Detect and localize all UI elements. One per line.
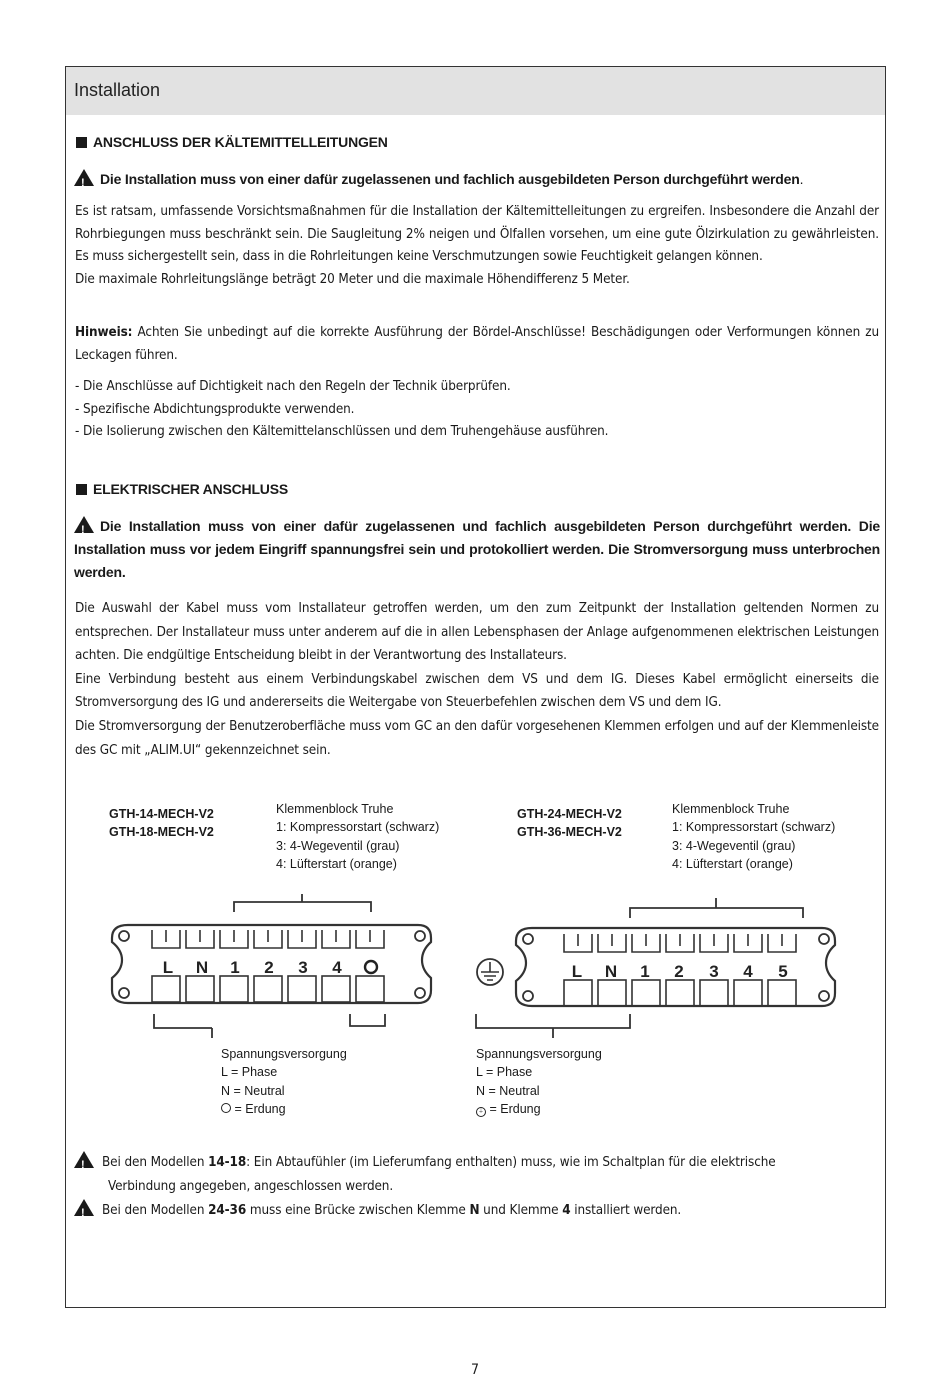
mount-hole-icon [523, 991, 533, 1001]
model-name: GTH-36-MECH-V2 [517, 825, 622, 839]
terminal-label: 3 [298, 958, 308, 977]
section-header [66, 67, 885, 115]
mount-hole-icon [119, 931, 129, 941]
model-name: GTH-18-MECH-V2 [109, 825, 214, 839]
terminal-label: L [162, 958, 174, 977]
terminal-label: N [195, 958, 209, 977]
warning-icon [74, 1151, 94, 1168]
right-supply-label [476, 1045, 602, 1118]
terminal-label: 3 [709, 962, 719, 981]
left-terminal-block [100, 890, 445, 1050]
earth-line: = Erdung [221, 1100, 347, 1118]
terminal-label: 4 [743, 962, 753, 981]
block-brace [234, 894, 371, 912]
earth-circle-icon [221, 1103, 231, 1113]
terminal-label: N [604, 962, 618, 981]
warning-icon [74, 516, 94, 533]
mount-hole-icon [415, 988, 425, 998]
refrigerant-para2: Die maximale Rohrleitungslänge beträgt 20 Meter und die maximale Höhendifferenz 5 Meter. [75, 271, 630, 287]
section-title: Installation [74, 80, 161, 100]
supply-line: L = Phase [476, 1065, 533, 1080]
model-name: GTH-14-MECH-V2 [109, 807, 214, 821]
block-label-line: Klemmenblock Truhe [672, 802, 790, 816]
terminal-label: 4 [332, 958, 342, 977]
right-terminal-block [470, 890, 850, 1050]
electrical-para3: Die Stromversorgung der Benutzeroberfläche muss vom GC an den dafür vorgesehenen Klemmen erfolgen und auf der Klemmenleiste des GC mit „ALIM.UI“ gekennzeichnet sein. [75, 718, 879, 758]
terminal-label: 2 [264, 958, 274, 977]
warning-icon [74, 1199, 94, 1216]
supply-line: Spannungsversorgung [476, 1047, 602, 1061]
refrigerant-warning: !Die Installation muss von einer dafür zugelassenen und fachlich ausgebildeten Person durchgeführt werden. [74, 168, 880, 191]
terminal-label: L [571, 962, 583, 981]
supply-brace [476, 1014, 630, 1028]
refrigerant-note [75, 322, 879, 367]
electrical-paragraph [75, 597, 879, 762]
page-number: 7 [470, 1362, 479, 1378]
model-note-2: !Bei den Modellen 24-36 muss eine Brücke zwischen Klemme N und Klemme 4 installiert werden. [74, 1199, 874, 1223]
list-item: - Die Isolierung zwischen den Kältemittelanschlüssen und dem Truhengehäuse ausführen. [75, 424, 609, 439]
left-supply-label [221, 1045, 347, 1118]
block-label-line: Klemmenblock Truhe [276, 802, 394, 816]
electrical-warning: !Die Installation muss von einer dafür zugelassenen und fachlich ausgebildeten Person durchgeführt werden. Die Installation muss vor jedem Eingriff spannungsfrei sein und protokolliert werden. Die Stromversorgung muss unterbrochen werden. [74, 515, 880, 584]
refrigerant-heading: ANSCHLUSS DER KÄLTEMITTELLEITUNGEN [76, 134, 388, 150]
earth-symbol-icon: ⏚ [477, 1108, 484, 1115]
mount-hole-icon [819, 991, 829, 1001]
note-line: Verbindung angegeben, angeschlossen werden. [108, 1178, 394, 1194]
left-model-list [109, 805, 214, 841]
block-label-line: 1: Kompressorstart (schwarz) [672, 820, 836, 835]
terminal-label: 2 [674, 962, 684, 981]
note-text: Achten Sie unbedingt auf die korrekte Ausführung der Bördel-Anschlüsse! Beschädigungen oder Verformungen können zu Leckagen führen. [75, 325, 879, 363]
mount-hole-icon [819, 934, 829, 944]
block-label-line: 1: Kompressorstart (schwarz) [276, 820, 440, 835]
refrigerant-list [75, 376, 879, 444]
earth-icon [365, 961, 377, 973]
earth-line: ⏚ = Erdung [477, 1101, 541, 1116]
block-label-line: 3: 4-Wegeventil (grau) [276, 838, 400, 853]
block-label-line: 4: Lüfterstart (orange) [276, 856, 397, 871]
mount-hole-icon [119, 988, 129, 998]
refrigerant-para1: Es ist ratsam, umfassende Vorsichtsmaßnahmen für die Installation der Kältemittelleitungen zu ergreifen. Insbesondere die Anzahl der Rohrbiegungen muss beschränkt sein. Die Saugleitung 2% neigen und Ölfallen vorsehen, um eine gute Ölzirkulation zu gewährleisten. Es muss sichergestellt sein, dass in die Rohrleitungen keine Verschmutzungen sowie Feuchtigkeit gelangen können. [75, 204, 879, 264]
electrical-para1: Die Auswahl der Kabel muss vom Installateur getroffen werden, um den zum Zeitpunkt der Installation geltenden Normen zu entsprechen. Der Installateur muss unter anderem auf die in allen Lebensphasen der Anlage aufgenommenen elektrischen Leistungen achten. Die endgültige Entscheidung bleibt in der Verantwortung des Installateurs. [75, 601, 879, 664]
block-label-line: 4: Lüfterstart (orange) [672, 856, 793, 871]
terminal-label: 1 [230, 958, 240, 977]
mount-hole-icon [523, 934, 533, 944]
content-frame [65, 66, 886, 1308]
model-note-1: !Bei den Modellen 14-18: Ein Abtaufühler (im Lieferumfang enthalten) muss, wie im Schaltplan für die elektrische Verbindung angegeben, angeschlossen werden. [74, 1151, 874, 1198]
warning-icon [74, 169, 94, 186]
square-bullet-icon [76, 484, 87, 495]
supply-line: N = Neutral [221, 1083, 285, 1098]
model-name: GTH-24-MECH-V2 [517, 807, 622, 821]
supply-line: N = Neutral [476, 1083, 540, 1098]
terminal-label: 5 [778, 962, 788, 981]
right-model-list [517, 805, 622, 841]
supply-brace [154, 1014, 212, 1028]
electrical-heading: ELEKTRISCHER ANSCHLUSS [76, 481, 288, 497]
list-item: - Spezifische Abdichtungsprodukte verwenden. [75, 401, 355, 417]
note-label: Hinweis: [75, 325, 133, 340]
block-label-line: 3: 4-Wegeventil (grau) [672, 838, 796, 853]
refrigerant-paragraph [75, 201, 879, 291]
block-brace [630, 898, 803, 918]
terminal-label: 1 [640, 962, 650, 981]
earth-brace [350, 1014, 385, 1026]
supply-line: L = Phase [221, 1065, 278, 1080]
left-block-label [276, 800, 439, 873]
list-item: - Die Anschlüsse auf Dichtigkeit nach den Regeln der Technik überprüfen. [75, 379, 511, 394]
mount-hole-icon [415, 931, 425, 941]
right-block-label [672, 800, 835, 873]
square-bullet-icon [76, 137, 87, 148]
electrical-para2: Eine Verbindung besteht aus einem Verbindungskabel zwischen dem VS und dem IG. Dieses Kabel ermöglicht einerseits die Stromversorgung des IG und andererseits die Weitergabe von Steuerbefehlen zwischen dem VS und dem IG. [75, 671, 879, 711]
supply-line: Spannungsversorgung [221, 1047, 347, 1061]
